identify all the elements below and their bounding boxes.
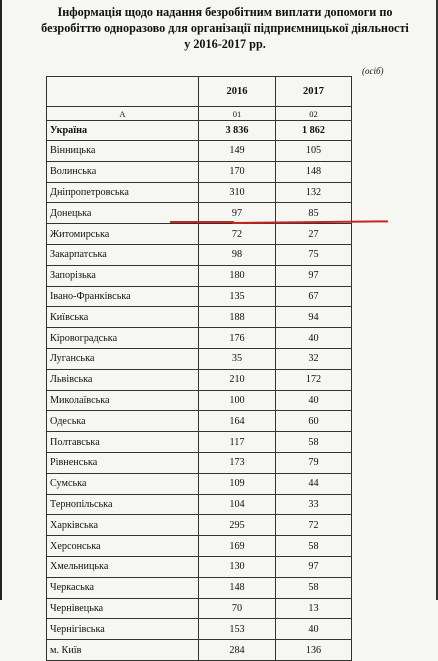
region-cell: Донецька <box>47 203 199 224</box>
table-row <box>47 161 352 182</box>
total-2016-cell: 3 836 <box>199 121 276 141</box>
value-2016-cell: 72 <box>199 224 276 245</box>
region-cell: Закарпатська <box>47 244 199 265</box>
code-cell-a: А <box>47 107 199 121</box>
value-2017-cell: 44 <box>276 473 352 494</box>
table-row <box>47 473 352 494</box>
value-2017-cell: 58 <box>276 577 352 598</box>
region-cell: Черкаська <box>47 577 199 598</box>
table-row <box>47 432 352 453</box>
table-row <box>47 536 352 557</box>
table-row <box>47 328 352 349</box>
region-cell: Волинська <box>47 161 199 182</box>
value-2016-cell: 310 <box>199 182 276 203</box>
value-2016-cell: 180 <box>199 265 276 286</box>
value-2016-cell: 176 <box>199 328 276 349</box>
region-cell: Тернопільська <box>47 494 199 515</box>
region-cell: Луганська <box>47 348 199 369</box>
value-2016-cell: 210 <box>199 369 276 390</box>
value-2017-cell: 60 <box>276 411 352 432</box>
value-2017-cell: 40 <box>276 328 352 349</box>
table-row <box>47 369 352 390</box>
region-cell: Сумська <box>47 473 199 494</box>
value-2016-cell: 170 <box>199 161 276 182</box>
value-2017-cell: 97 <box>276 265 352 286</box>
value-2016-cell: 148 <box>199 577 276 598</box>
value-2016-cell: 98 <box>199 244 276 265</box>
value-2016-cell: 164 <box>199 411 276 432</box>
table-header-row <box>47 77 352 107</box>
table-row <box>47 494 352 515</box>
table-row <box>47 182 352 203</box>
value-2017-cell: 27 <box>276 224 352 245</box>
region-cell: м. Київ <box>47 640 199 661</box>
region-cell: Полтавська <box>47 432 199 453</box>
value-2016-cell: 104 <box>199 494 276 515</box>
table-row <box>47 640 352 661</box>
region-cell: Одеська <box>47 411 199 432</box>
header-cell-region <box>47 77 199 107</box>
table-row <box>47 390 352 411</box>
table-row <box>47 348 352 369</box>
value-2017-cell: 67 <box>276 286 352 307</box>
table-row <box>47 515 352 536</box>
region-cell: Чернівецька <box>47 598 199 619</box>
value-2017-cell: 97 <box>276 556 352 577</box>
value-2017-cell: 148 <box>276 161 352 182</box>
value-2017-cell: 40 <box>276 390 352 411</box>
table-row <box>47 411 352 432</box>
header-cell-2016: 2016 <box>199 77 276 107</box>
table-row <box>47 224 352 245</box>
table-row <box>47 598 352 619</box>
value-2017-cell: 105 <box>276 141 352 162</box>
value-2016-cell: 173 <box>199 452 276 473</box>
value-2016-cell: 295 <box>199 515 276 536</box>
code-cell-02: 02 <box>276 107 352 121</box>
value-2017-cell: 79 <box>276 452 352 473</box>
value-2017-cell: 136 <box>276 640 352 661</box>
value-2016-cell: 35 <box>199 348 276 369</box>
value-2017-cell: 33 <box>276 494 352 515</box>
region-cell: Львівська <box>47 369 199 390</box>
unit-label: (осіб) <box>362 66 384 76</box>
value-2017-cell: 58 <box>276 432 352 453</box>
region-cell: Харківська <box>47 515 199 536</box>
table-row <box>47 307 352 328</box>
value-2016-cell: 97 <box>199 203 276 224</box>
value-2017-cell: 32 <box>276 348 352 369</box>
value-2016-cell: 135 <box>199 286 276 307</box>
header-cell-2017: 2017 <box>276 77 352 107</box>
region-cell: Житомирська <box>47 224 199 245</box>
value-2016-cell: 109 <box>199 473 276 494</box>
table-row <box>47 265 352 286</box>
table-row <box>47 141 352 162</box>
value-2016-cell: 149 <box>199 141 276 162</box>
value-2017-cell: 132 <box>276 182 352 203</box>
value-2017-cell: 94 <box>276 307 352 328</box>
region-cell: Київська <box>47 307 199 328</box>
table-row <box>47 577 352 598</box>
table-row <box>47 452 352 473</box>
table-code-row <box>47 107 352 121</box>
value-2017-cell: 13 <box>276 598 352 619</box>
table-row <box>47 286 352 307</box>
table-total-row <box>47 121 352 141</box>
region-cell: Запорізька <box>47 265 199 286</box>
value-2016-cell: 284 <box>199 640 276 661</box>
value-2016-cell: 188 <box>199 307 276 328</box>
region-cell: Рівненська <box>47 452 199 473</box>
table-row <box>47 556 352 577</box>
total-region-cell: Україна <box>47 121 199 141</box>
value-2017-cell: 58 <box>276 536 352 557</box>
region-cell: Вінницька <box>47 141 199 162</box>
table-row <box>47 619 352 640</box>
region-cell: Івано-Франківська <box>47 286 199 307</box>
value-2016-cell: 130 <box>199 556 276 577</box>
region-cell: Херсонська <box>47 536 199 557</box>
region-cell: Хмельницька <box>47 556 199 577</box>
code-cell-01: 01 <box>199 107 276 121</box>
value-2016-cell: 117 <box>199 432 276 453</box>
value-2016-cell: 169 <box>199 536 276 557</box>
total-2017-cell: 1 862 <box>276 121 352 141</box>
value-2017-cell: 72 <box>276 515 352 536</box>
value-2017-cell: 172 <box>276 369 352 390</box>
region-cell: Чернігівська <box>47 619 199 640</box>
region-cell: Дніпропетровська <box>47 182 199 203</box>
value-2017-cell: 85 <box>276 203 352 224</box>
value-2016-cell: 70 <box>199 598 276 619</box>
region-cell: Миколаївська <box>47 390 199 411</box>
data-table <box>46 76 352 661</box>
value-2017-cell: 75 <box>276 244 352 265</box>
value-2016-cell: 100 <box>199 390 276 411</box>
document-title: Інформація щодо надання безробітним виплати допомоги по безробіттю одноразово для організації підприємницької діяльності у 2016-2017 рр. <box>41 5 409 51</box>
value-2017-cell: 40 <box>276 619 352 640</box>
table-row <box>47 244 352 265</box>
red-pen-line-left <box>170 221 234 223</box>
value-2016-cell: 153 <box>199 619 276 640</box>
scan-edge-left <box>0 0 2 600</box>
region-cell: Кіровоградська <box>47 328 199 349</box>
